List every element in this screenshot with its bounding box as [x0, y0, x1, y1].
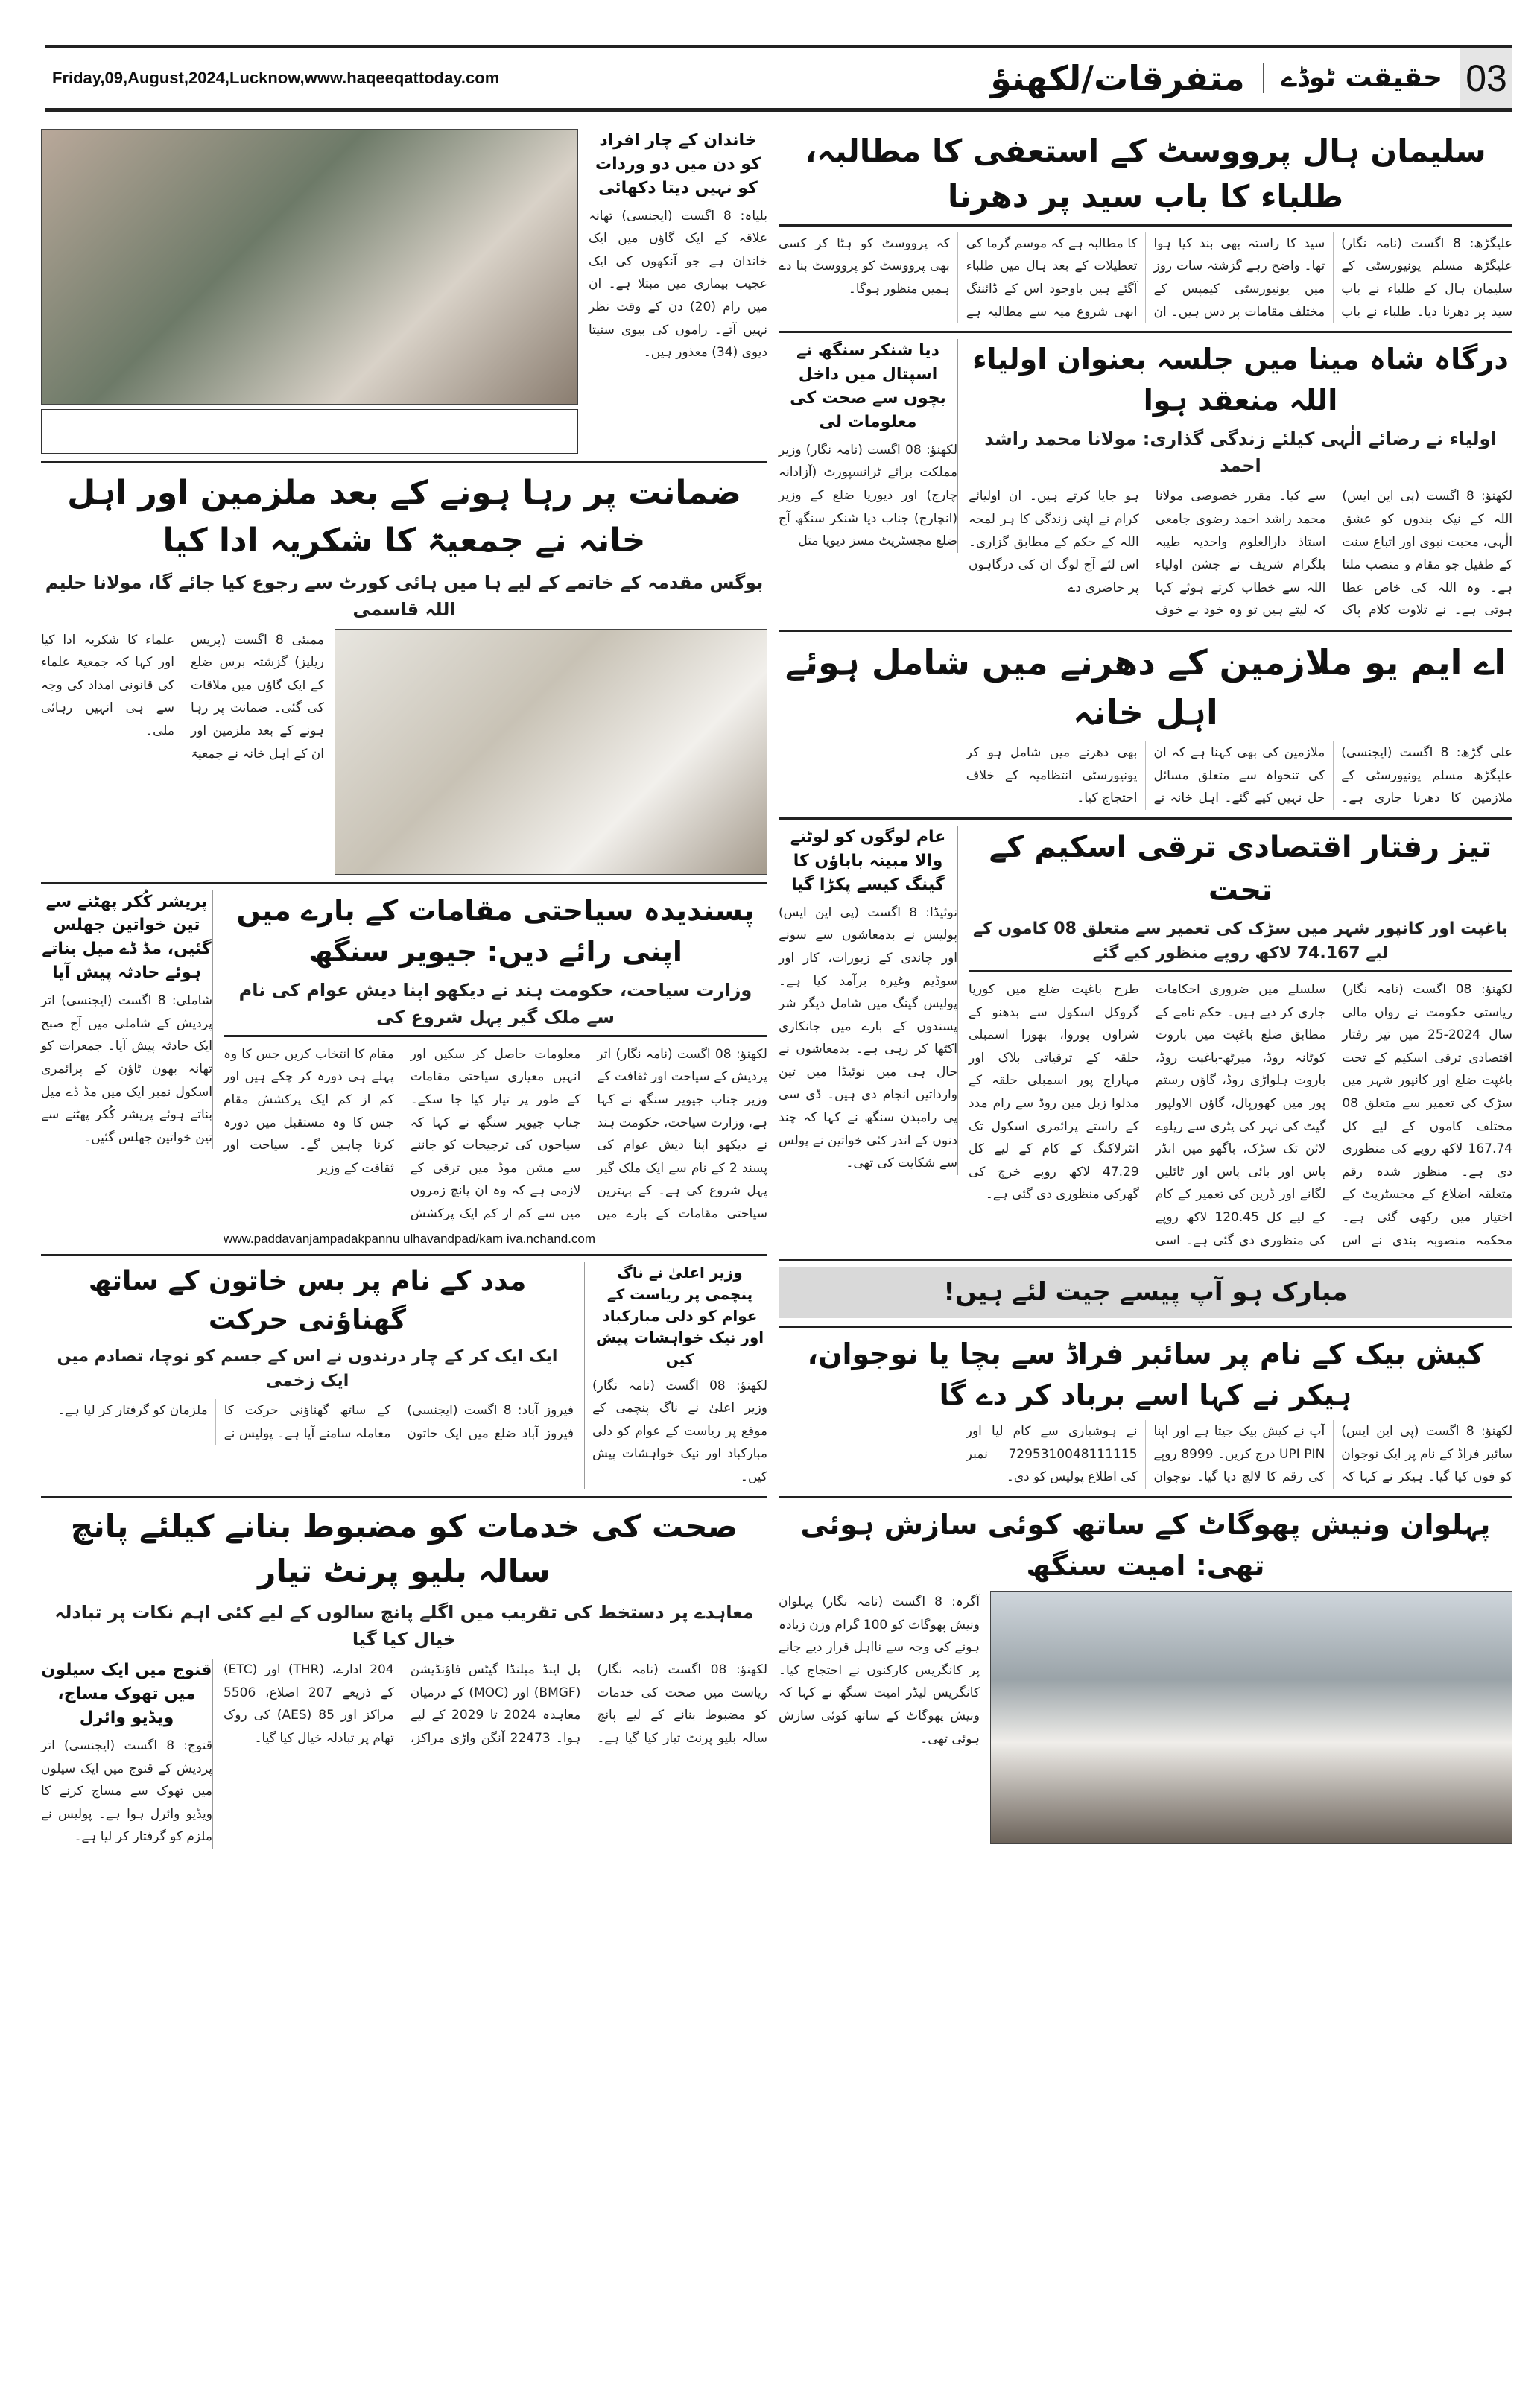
article-babaon [779, 826, 958, 1175]
subheadline-tez-raftar: باغپت اور کانپور شہر میں سڑک کی تعمیر سے متعلق 08 کاموں کے لیے 74.167 لاکھ روپے منظور کیے گئے [969, 916, 1512, 972]
section-tourism-shamli [41, 884, 767, 1256]
article-sehat [41, 1498, 767, 1856]
subheadline-sehat: معاہدے پر دستخط کی تقریب میں اگلے پانچ سالوں کے لیے کئی اہم نکات پر تبادلہ خیال کیا گیا [54, 1602, 754, 1650]
article-dargah [969, 339, 1512, 622]
headline-suleman-hall: سلیمان ہال پرووسٹ کے استعفی کا مطالبہ، طلباء کا باب سید پر دھرنا [779, 129, 1512, 227]
article-madad-body: فیروز آباد: 8 اگست (ایجنسی) فیروز آباد ضلع میں ایک خاتون کے ساتھ گھناؤنی حرکت کا معاملہ سامنے آیا ہے۔ پولیس نے ملزمان کو گرفتار کر لیا ہے۔ [57, 1402, 574, 1441]
article-suleman-hall-body: علیگڑھ: 8 اگست (نامہ نگار) علیگڑھ مسلم یونیورسٹی کے سلیمان ہال کے طلباء نے باب سید پر دھرنا دیا۔ طلباء نے باب سید کا راستہ بھی بند کیا ہوا تھا۔ واضح رہے گزشتہ سات روز میں یونیورسٹی کیمپس کے مختلف مقامات پر دس ہیں۔ ان کا مطالبہ ہے کہ موسم گرما کی تعطیلات کے بعد ہال میں طلباء آگئے ہیں باوجود اس کے ڈائننگ ابھی شروع میہ سے مطالبہ ہے کہ پرووسٹ کو ہٹا کر کسی بھی پرووسٹ کو پرووسٹ بنا دے ہمیں منظور ہوگا۔ [779, 235, 1513, 320]
tourism-website[interactable]: www.paddavanjampadakpannu ulhavandpad/kam iva.nchand.com [224, 1231, 596, 1246]
subheadline-zamanat: بوگس مقدمہ کے خاتمے کے لیے ہا میں ہائی کورٹ سے رجوع کیا جائے گا، مولانا حلیم اللہ قاسمی [45, 571, 764, 620]
headline-nag-panchami: وزیر اعلیٰ نے ناگ پنچمی پر ریاست کے عوام کو دلی مبارکباد اور نیک خواہشات پیش کیں [595, 1263, 764, 1368]
headline-qannauj: قنوج میں ایک سیلون میں تھوک مساج، ویڈیو وائرل [41, 1661, 212, 1728]
section-title: متفرقات/لکھنؤ [990, 57, 1245, 98]
headline-tez-raftar: تیز رفتار اقتصادی ترقی اسکیم کے تحت [989, 830, 1492, 908]
article-tez-raftar [969, 826, 1512, 1252]
headline-sehat: صحت کی خدمات کو مضبوط بنانے کیلئے پانچ سالہ بلیو پرنٹ تیار [70, 1507, 738, 1590]
section-banner [779, 1261, 1512, 1328]
zamanat-text [41, 629, 324, 766]
article-cashback [779, 1328, 1512, 1498]
article-qannauj [41, 1659, 213, 1849]
paper-name: حقیقت ٹوڈے [1263, 63, 1460, 93]
banner-text: مبارک ہو آپ پیسے جیت لئے ہیں! [943, 1277, 1348, 1308]
article-pehalwan [779, 1498, 1512, 1852]
pehalwan-row [779, 1591, 1512, 1844]
article-hospital-body: لکھنؤ: 08 اگست (نامہ نگار) وزیر مملکت برائے ٹرانسپورٹ (آزادانہ چارج) اور دیوریا ضلع کے وزیر (انچارج) جناب دیا شنکر سنگھ آج ضلع مجسٹریٹ مسز دیویا متل [779, 442, 958, 549]
article-tourism-body: لکھنؤ: 08 اگست (نامہ نگار) اتر پردیش کے سیاحت اور ثقافت کے وزیر جناب جیویر سنگھ نے کہا ہے، وزارت سیاحت، حکومت ہند نے دیکھو اپنا دیش عوام کی پسند 2 کے نام سے ایک ملک گیر پہل شروع کی ہے۔ کے بہترین سیاحتی مقامات کے بارے میں معلومات حاصل کر سکیں اور انہیں معیاری سیاحتی مقامات کے طور پر تیار کیا جا سکے۔ جناب جیویر سنگھ نے کہا کہ سیاحوں کی ترجیحات کو جاننے سے مشن موڈ میں ترقی کے لازمی ہے کہ وہ ان پانچ زمروں میں سے کم از کم ایک پرکشش مقام کا انتخاب کریں جس کا وہ پہلے ہی دورہ کر چکے ہیں اور کم از کم ایک پرکشش مقام جس کا وہ مستقبل میں دورہ کرنا چاہیں گے۔ سیاحت اور ثقافت کے وزیر [224, 1046, 767, 1221]
article-family [589, 129, 767, 364]
article-cashback-body: لکھنؤ: 8 اگست (پی این ایس) سائبر فراڈ کے نام پر ایک نوجوان کو فون کیا گیا۔ ہیکر نے کہا کہ آپ نے کیش بیک جیتا ہے اور اپنا UPI PIN درج کریں۔ 8999 روپے کی رقم کا لالچ دیا گیا۔ نوجوان نے ہوشیاری سے کام لیا اور 7295310048111115 نمبر کی اطلاع پولیس کو دی۔ [966, 1423, 1513, 1485]
right-column [779, 123, 1512, 1852]
section-madad-nag [41, 1256, 767, 1498]
headline-amu: اے ایم یو ملازمین کے دھرنے میں شامل ہوئے اہل خانہ [785, 642, 1506, 732]
article-shamli [41, 890, 213, 1150]
photo-congress-protest [990, 1591, 1512, 1844]
headline-tourism: پسندیدہ سیاحتی مقامات کے بارے میں اپنی رائے دیں: جیویر سنگھ [236, 893, 755, 968]
article-qannauj-body: قنوج: 8 اگست (ایجنسی) اتر پردیش کے قنوج میں ایک سیلون میں تھوک سے مساج کرنے کا ویڈیو وائرل ہوا ہے۔ پولیس نے ملزم کو گرفتار کر لیا ہے۔ [41, 1738, 212, 1845]
section-photo-family [41, 123, 767, 463]
article-suleman-hall [779, 123, 1512, 333]
article-zamanat [41, 463, 767, 884]
subheadline-tourism: وزارت سیاحت، حکومت ہند نے دیکھو اپنا دیش عوام کی نام سے ملک گیر پہل شروع کی [224, 977, 767, 1037]
section-dargah-hospital [779, 333, 1512, 632]
article-dargah-body: لکھنؤ: 8 اگست (پی این ایس) اللہ کے نیک بندوں کو عشق الٰہی، محبت نبوی اور اتباع سنت کے طفیل جو مقام و منصب ملتا ہے۔ وہ اللہ کی خاص عطا ہوتی ہے۔ نے تلاوت کلام پاک سے کیا۔ مقرر خصوصی مولانا محمد راشد احمد رضوی جامعی استاذ دارالعلوم واحدیہ طیبہ بلگرام شریف نے جشن اولیاء اللہ سے خطاب کرتے ہوئے کہا کہ لیتے ہیں تو وہ خود بے خوف ہو جایا کرتے ہیں۔ ان اولیائے کرام نے اپنی زندگی کا ہر لمحہ اللہ کے حکم کے مطابق گزاری۔ اس لئے آج لوگ ان کی درگاہوں پر حاضری دے [969, 489, 1513, 618]
photo-block [41, 129, 578, 454]
article-sehat-body: لکھنؤ: 08 اگست (نامہ نگار) ریاست میں صحت کی خدمات کو مضبوط بنانے کے لیے پانچ سالہ بلیو پرنٹ تیار کیا گیا ہے۔ بل اینڈ میلنڈا گیٹس فاؤنڈیشن (BMGF) اور (MOC) کے درمیان معاہدہ 2024 تا 2029 کے لیے ہوا۔ 22473 آنگن واڑی مراکز، 204 ادارے، (THR) اور (ETC) کے ذریعے 207 اضلاع، 5506 مراکز اور 85 (AES) کی روک تھام پر تبادلہ خیال کیا گیا۔ [224, 1662, 768, 1747]
left-column [41, 123, 767, 1856]
headline-cashback: کیش بیک کے نام پر سائبر فراڈ سے بچا یا نوجوان، ہیکر نے کہا اسے برباد کر دے گا [807, 1337, 1484, 1411]
photo-jamiat-meeting [335, 629, 767, 875]
section-tez-raftar-babaon [779, 820, 1512, 1261]
photo-army-exhibition [41, 129, 578, 405]
article-madad [41, 1262, 574, 1445]
article-hospital [779, 339, 958, 553]
pehalwan-text [779, 1591, 980, 1750]
article-zamanat-body: ممبئی 8 اگست (پریس ریلیز) گزشتہ برس ضلع کے ایک گاؤں میں ملاقات کی گئی۔ ضمانت پر رہا ہونے کے بعد ملزمین اور ان کے اہل خانہ نے جمعیۃ علماء کا شکریہ ادا کیا اور کہا کہ جمعیۃ علماء کی قانونی امداد کی وجہ سے ہی انہیں رہائی ملی۔ [41, 632, 324, 761]
dateline: Friday,09,August,2024,Lucknow,www.haqeeqattoday.com [52, 68, 500, 87]
sehat-text [224, 1659, 767, 1749]
banner-mubarak [779, 1267, 1512, 1318]
subheadline-madad: ایک ایک کر کے چار درندوں نے اس کے جسم کو نوچا، تصادم میں ایک زخمی [57, 1346, 558, 1390]
headline-dargah: درگاہ شاہ مینا میں جلسہ بعنوان اولیاء اللہ منعقد ہوا [972, 343, 1509, 417]
article-tourism [224, 890, 767, 1247]
article-tez-raftar-body: لکھنؤ: 08 اگست (نامہ نگار) ریاستی حکومت نے رواں مالی سال 2024-25 میں تیز رفتار اقتصادی ترقی اسکیم کے تحت باغپت ضلع اور کانپور شہر میں سڑک کی تعمیر سے متعلق 08 مختلف کاموں کے لیے کل 167.74 لاکھ روپے کی منظوری دی ہے۔ منظور شدہ رقم متعلقہ اضلاع کے مجسٹریٹ کے اختیار میں رکھی گئی ہے۔ محکمہ منصوبہ بندی نے اس سلسلے میں ضروری احکامات جاری کر دیے ہیں۔ حکم نامے کے مطابق ضلع باغپت میں باروت کوٹانہ روڈ، میرٹھ-باغپت روڈ، باروت ہلواڑی روڈ، گاؤں رستم پور میں کھورپال، گاؤں الاولپور گیٹ کی نہر کی پٹری سے ریلوے لائن تک سڑک، باگھو میں انڈر پاس اور بائی پاس اور ٹائلیں لگانے اور ڈرین کی تعمیر کے کام کے لیے کل 120.45 لاکھ روپے کی منظوری دی گئی ہے۔ اسی طرح باغپت ضلع میں کوریا گروکل اسکول سے بدھنو کے شراون پوروا، بھورا اسمبلی حلقہ کے ترقیاتی بلاک اور مہاراج پور اسمبلی حلقہ کے مدلوا زبل مین روڈ سے رام مدد کے راستے پرائمری اسکول تک انٹرلاکنگ کے کام کے لیے کل 47.29 لاکھ روپے خرچ کی گھرکی منظوری دی گئی ہے۔ [969, 982, 1513, 1248]
article-nag-panchami [584, 1262, 767, 1489]
empty-box [41, 409, 578, 454]
article-amu [779, 632, 1512, 820]
article-pehalwan-body: آگرہ: 8 اگست (نامہ نگار) پہلوان ونیش پھوگاٹ کو 100 گرام وزن زیادہ ہونے کی وجہ سے نااہل قرار دیے جانے پر کانگریس کارکنوں نے احتجاج کیا۔ کانگریس لیڈر امیت سنگھ نے کہا کہ ونیش پھوگاٹ کے ساتھ کوئی سازش ہوئی تھی۔ [779, 1594, 980, 1747]
article-amu-body: علی گڑھ: 8 اگست (ایجنسی) علیگڑھ مسلم یونیورسٹی کے ملازمین کا دھرنا جاری ہے۔ ملازمین کی بھی کہنا ہے کہ ان کی تنخواہ سے متعلق مسائل حل نہیں کیے گئے۔ اہل خانہ نے بھی دھرنے میں شامل ہو کر یونیورسٹی انتظامیہ کے خلاف احتجاج کیا۔ [966, 745, 1512, 806]
article-family-body: بلیاہ: 8 اگست (ایجنسی) تھانہ علاقہ کے ایک گاؤں میں ایک خاندان ہے جو آنکھوں کی ایک عجیب بیماری میں مبتلا ہے۔ ان میں رام (20) دن کے وقت نظر نہیں آتے۔ راموں کی بیوی سنیتا دیوی (34) معذور ہیں۔ [589, 208, 768, 361]
subheadline-dargah: اولیاء نے رضائے الٰہی کیلئے زندگی گذاری: مولانا محمد راشد احمد [984, 428, 1497, 477]
article-shamli-body: شاملی: 8 اگست (ایجنسی) اتر پردیش کے شاملی میں آج صبح ایک حادثہ پیش آیا۔ جمعرات کو تھانہ بھون ٹاؤن کے پرائمری اسکول نمبر ایک میں مڈ ڈے میل بناتے ہوئے پریشر کُکر پھٹنے سے تین خواتین جھلس گئیں۔ [41, 993, 212, 1145]
headline-pehalwan: پہلوان ونیش پھوگاٹ کے ساتھ کوئی سازش ہوئی تھی: امیت سنگھ [800, 1507, 1491, 1582]
sehat-row [41, 1659, 767, 1849]
headline-zamanat: ضمانت پر رہا ہونے کے بعد ملزمین اور اہل خانہ نے جمعیۃ کا شکریہ ادا کیا [67, 474, 741, 560]
masthead [45, 45, 1512, 112]
article-nag-panchami-body: لکھنؤ: 08 اگست (نامہ نگار) وزیر اعلیٰ نے ناگ پنچمی کے موقع پر ریاست کے عوام کو دلی مبارکباد اور نیک خواہشات پیش کیں۔ [592, 1378, 767, 1484]
zamanat-row [41, 629, 767, 875]
headline-family: خاندان کے چار افراد کو دن میں دو وردات کو نہیں دیتا دکھائی [595, 131, 761, 197]
headline-madad: مدد کے نام پر بس خاتون کے ساتھ گھناؤنی حرکت [88, 1265, 527, 1335]
headline-hospital: دیا شنکر سنگھ نے اسپتال میں داخل بچوں سے صحت کی معلومات لی [790, 341, 946, 431]
page-number: 03 [1460, 48, 1512, 108]
headline-shamli: پریشر کُکر پھٹنے سے تین خواتین جھلس گئیں، مڈ ڈے میل بناتے ہوئے حادثہ پیش آیا [42, 892, 212, 983]
article-babaon-body: نوئیڈا: 8 اگست (پی این ایس) پولیس نے بدمعاشوں سے سونے اور چاندی کے زیورات، کار اور سوڈیم وغیرہ برآمد کیا ہے۔ پولیس گینگ میں شامل دیگر شر پسندوں کے بارے میں جانکاری اکٹھا کر رہی ہے۔ بدمعاشوں نے حال ہی میں نوئیڈا میں تین وارداتیں انجام دی ہیں۔ ڈی سی پی رامبدن سنگھ نے کہا کہ چند دنوں کے اندر کئی خواتین نے پولس سے شکایت کی تھی۔ [779, 905, 958, 1171]
headline-babaon: عام لوگوں کو لوٹنے والا مبینہ باباؤں کا گینگ کیسے پکڑا گیا [790, 828, 946, 894]
